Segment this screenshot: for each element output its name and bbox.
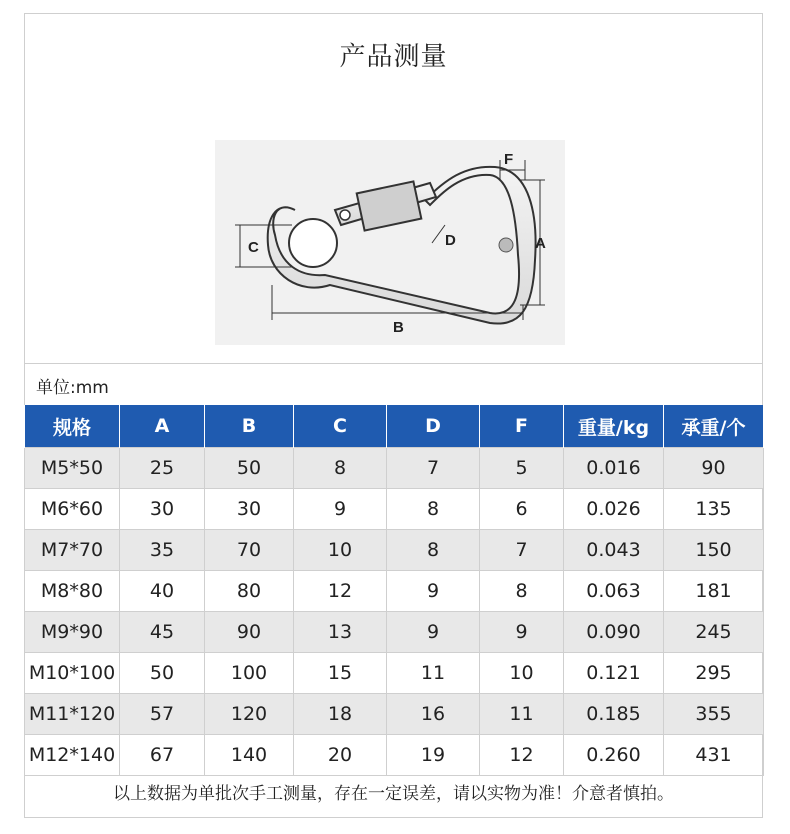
- table-cell: 11: [387, 653, 480, 694]
- table-cell: 10: [294, 530, 387, 571]
- table-cell: 12: [294, 571, 387, 612]
- table-cell: 30: [120, 489, 205, 530]
- table-cell: 8: [387, 530, 480, 571]
- table-cell: 245: [664, 612, 764, 653]
- table-cell: 8: [480, 571, 564, 612]
- table-cell: 70: [205, 530, 294, 571]
- page-title: 产品测量: [339, 42, 448, 72]
- table-cell: 9: [387, 571, 480, 612]
- table-cell: 9: [294, 489, 387, 530]
- table-cell: M6*60: [25, 489, 120, 530]
- table-cell: 35: [120, 530, 205, 571]
- table-cell: 50: [205, 448, 294, 489]
- table-cell: 13: [294, 612, 387, 653]
- table-cell: 5: [480, 448, 564, 489]
- table-cell: 20: [294, 735, 387, 776]
- header-c: C: [294, 405, 387, 448]
- table-cell: 120: [205, 694, 294, 735]
- table-cell: M7*70: [25, 530, 120, 571]
- table-header-row: [25, 405, 764, 448]
- table-cell: 40: [120, 571, 205, 612]
- table-cell: 0.016: [564, 448, 664, 489]
- table-cell: 0.043: [564, 530, 664, 571]
- table-cell: 7: [387, 448, 480, 489]
- section-divider: [24, 363, 763, 364]
- table-cell: M8*80: [25, 571, 120, 612]
- table-cell: 90: [664, 448, 764, 489]
- table-cell: 10: [480, 653, 564, 694]
- table-row: [25, 571, 764, 612]
- table-cell: 12: [480, 735, 564, 776]
- label-b: B: [393, 319, 404, 336]
- carabiner-diagram: [200, 135, 580, 350]
- gate-section: [499, 238, 513, 252]
- label-c: C: [248, 239, 259, 256]
- table-row: [25, 694, 764, 735]
- table-cell: M12*140: [25, 735, 120, 776]
- table-cell: 295: [664, 653, 764, 694]
- table-cell: 0.121: [564, 653, 664, 694]
- table-cell: 0.063: [564, 571, 664, 612]
- table-cell: 7: [480, 530, 564, 571]
- header-spec: 规格: [25, 405, 120, 448]
- table-cell: 11: [480, 694, 564, 735]
- table-cell: 16: [387, 694, 480, 735]
- table-cell: 9: [387, 612, 480, 653]
- table-row: [25, 735, 764, 776]
- table-row: [25, 448, 764, 489]
- header-load: 承重/个: [664, 405, 764, 448]
- table-cell: 25: [120, 448, 205, 489]
- unit-label: 单位:mm: [36, 378, 109, 398]
- table-cell: M11*120: [25, 694, 120, 735]
- table-cell: 100: [205, 653, 294, 694]
- table-cell: 431: [664, 735, 764, 776]
- table-cell: 355: [664, 694, 764, 735]
- table-cell: 80: [205, 571, 294, 612]
- header-d: D: [387, 405, 480, 448]
- table-cell: 9: [480, 612, 564, 653]
- table-cell: 0.185: [564, 694, 664, 735]
- label-a: A: [535, 235, 546, 252]
- table-cell: 30: [205, 489, 294, 530]
- table-cell: 8: [294, 448, 387, 489]
- table-cell: M10*100: [25, 653, 120, 694]
- table-cell: 57: [120, 694, 205, 735]
- table-cell: 8: [387, 489, 480, 530]
- table-cell: 0.260: [564, 735, 664, 776]
- header-f: F: [480, 405, 564, 448]
- label-d: D: [445, 232, 456, 249]
- table-cell: M9*90: [25, 612, 120, 653]
- eye-hole: [289, 219, 337, 267]
- table-cell: 45: [120, 612, 205, 653]
- table-cell: 0.026: [564, 489, 664, 530]
- table-cell: 6: [480, 489, 564, 530]
- footer-note: 以上数据为单批次手工测量，存在一定误差，请以实物为准！介意者慎拍。: [113, 784, 674, 804]
- table-cell: 15: [294, 653, 387, 694]
- spec-table: [24, 405, 764, 776]
- rivet: [340, 210, 350, 220]
- table-cell: 67: [120, 735, 205, 776]
- table-row: [25, 530, 764, 571]
- table-cell: 140: [205, 735, 294, 776]
- table-cell: 181: [664, 571, 764, 612]
- table-cell: M5*50: [25, 448, 120, 489]
- table-cell: 18: [294, 694, 387, 735]
- table-cell: 150: [664, 530, 764, 571]
- header-weight: 重量/kg: [564, 405, 664, 448]
- table-row: [25, 653, 764, 694]
- label-f: F: [504, 151, 514, 168]
- table-row: [25, 612, 764, 653]
- table-cell: 0.090: [564, 612, 664, 653]
- table-row: [25, 489, 764, 530]
- table-cell: 50: [120, 653, 205, 694]
- header-a: A: [120, 405, 205, 448]
- header-b: B: [205, 405, 294, 448]
- table-cell: 135: [664, 489, 764, 530]
- table-cell: 19: [387, 735, 480, 776]
- table-cell: 90: [205, 612, 294, 653]
